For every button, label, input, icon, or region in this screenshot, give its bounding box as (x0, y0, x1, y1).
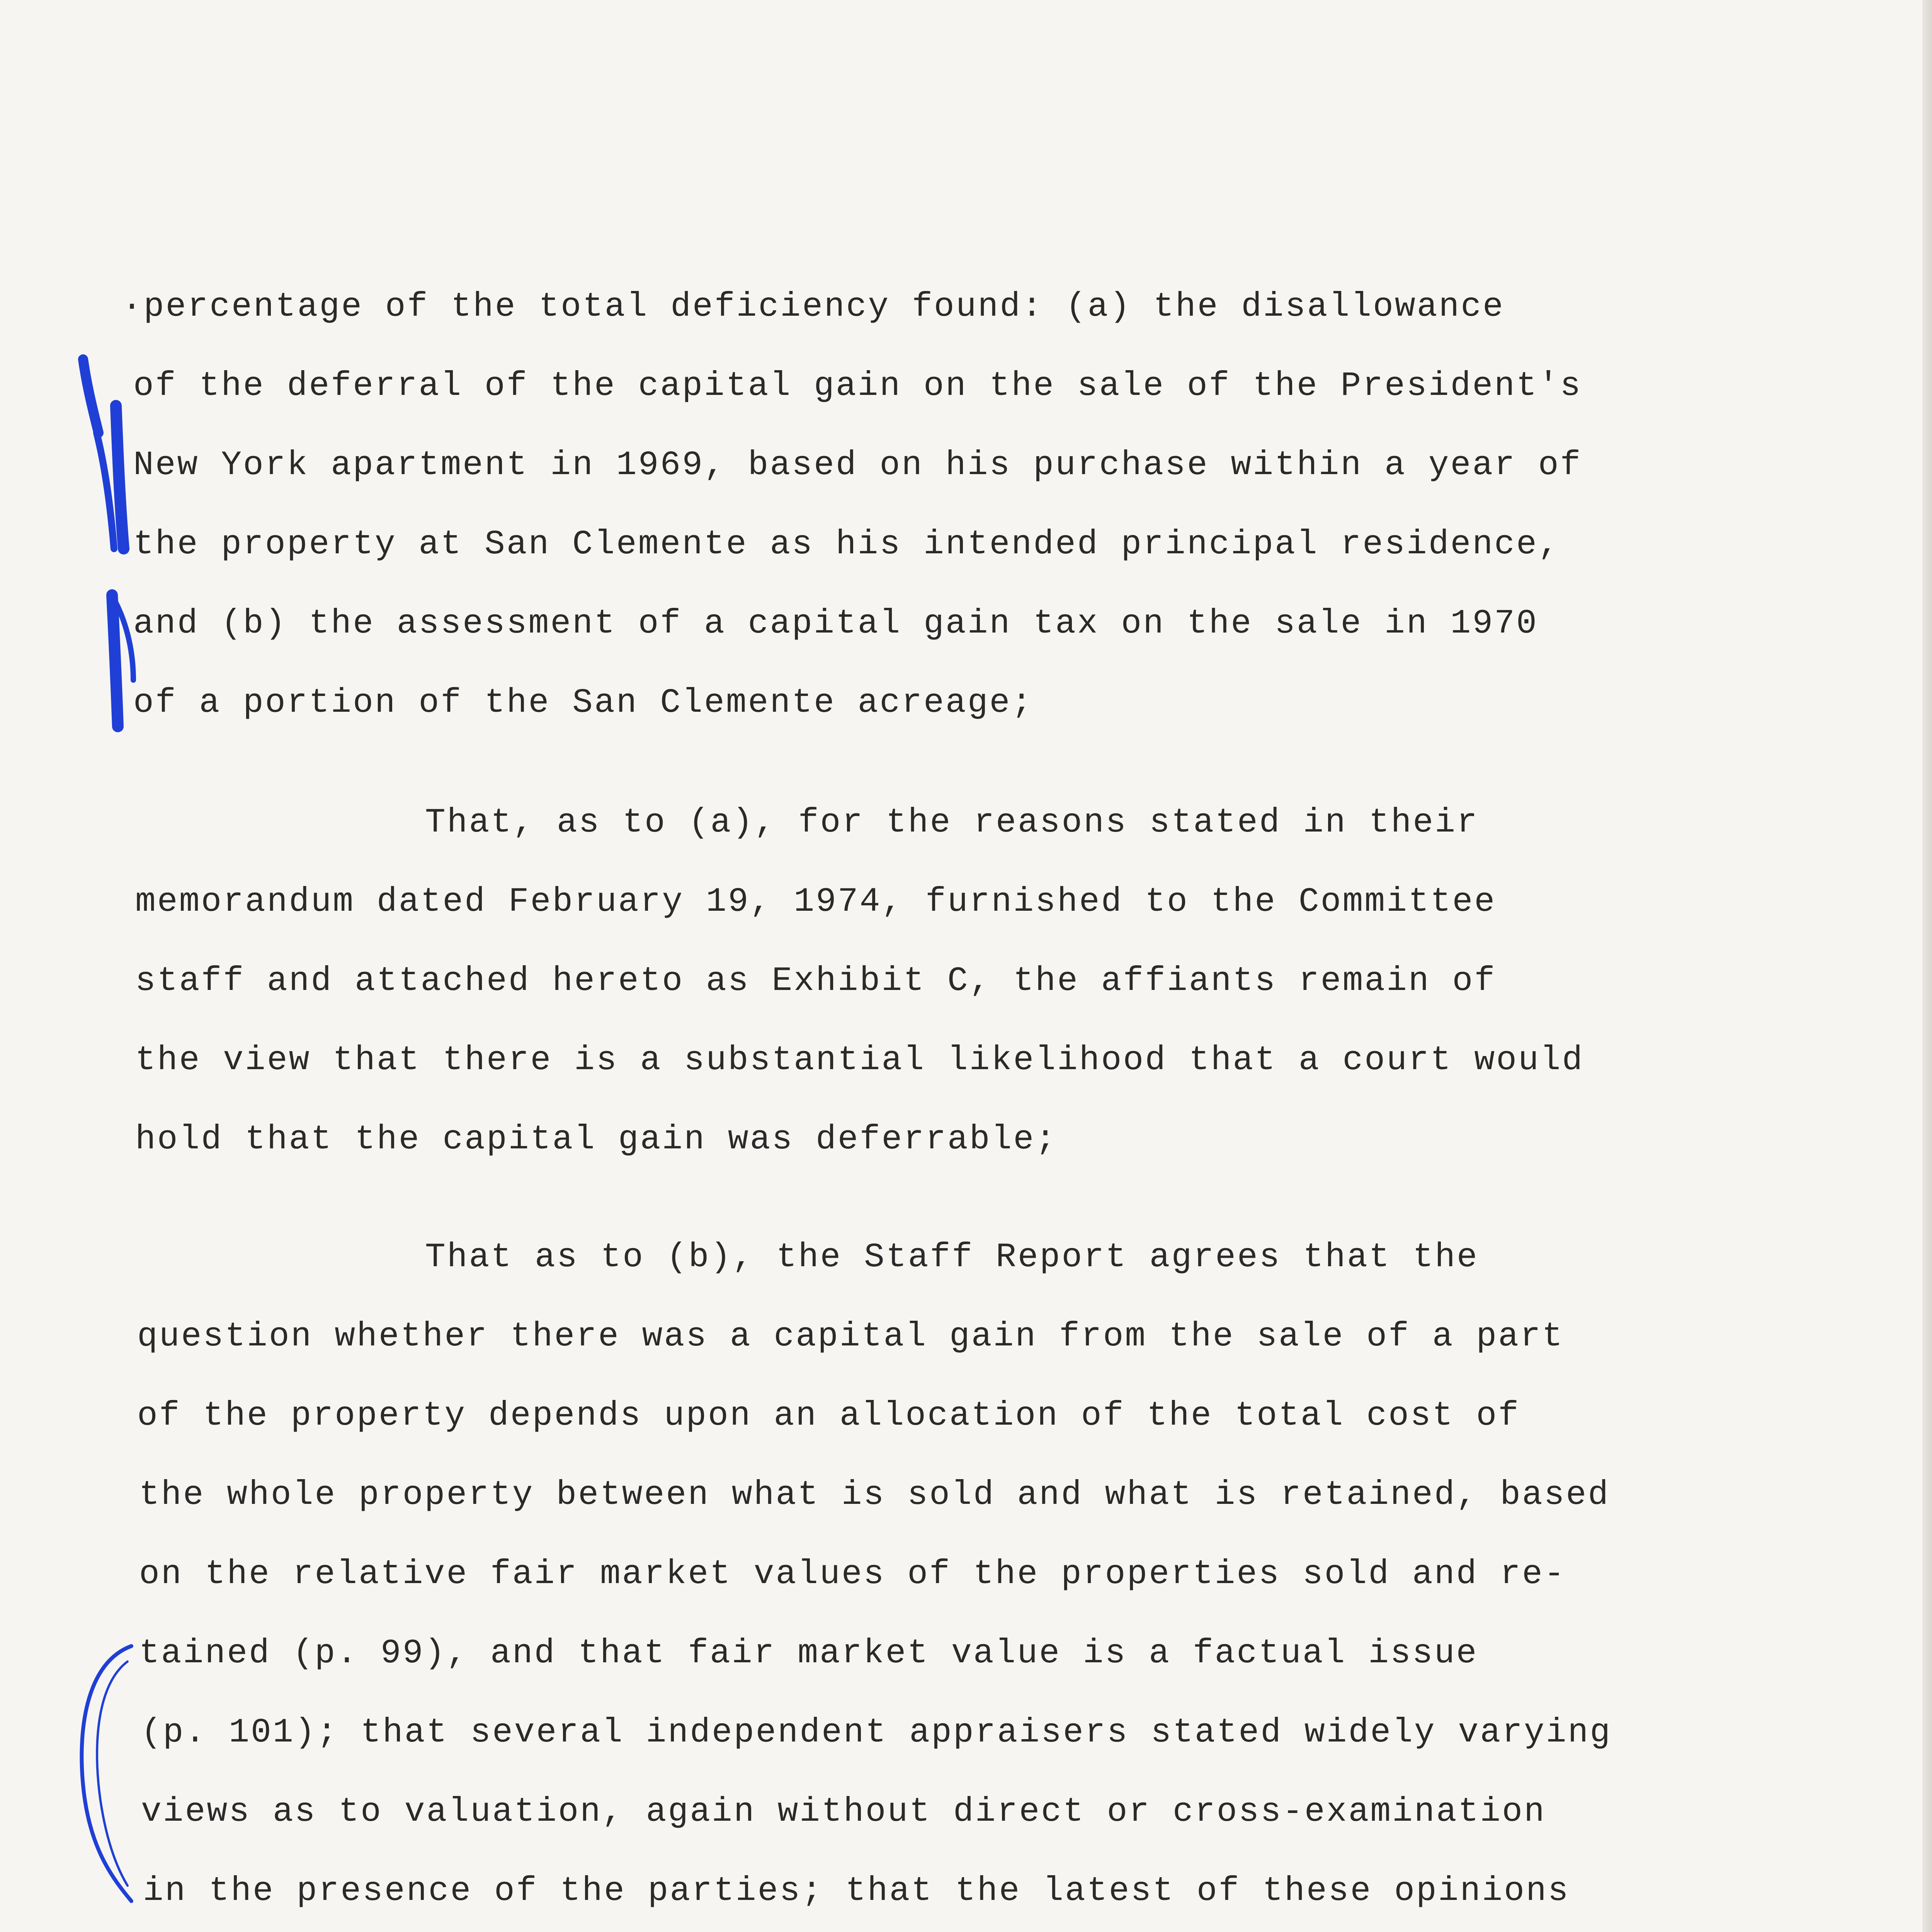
text-line: That, as to (a), for the reasons stated in their (425, 804, 1479, 842)
text-line: ·percentage of the total deficiency found: (a) the disallowance (122, 288, 1505, 326)
text-line: the property at San Clemente as his intended principal residence, (133, 526, 1560, 564)
text-line: in the presence of the parties; that the latest of these opinions (143, 1872, 1570, 1910)
text-line: That as to (b), the Staff Report agrees that the (425, 1238, 1479, 1277)
text-line: New York apartment in 1969, based on his purchase within a year of (133, 446, 1582, 485)
text-line: memorandum dated February 19, 1974, furnished to the Committee (135, 883, 1497, 921)
page-edge-shadow (1922, 0, 1932, 1932)
text-line: of a portion of the San Clemente acreage; (133, 684, 1034, 722)
text-line: (p. 101); that several independent appraisers stated widely varying (141, 1714, 1612, 1752)
text-line: views as to valuation, again without direct or cross-examination (141, 1793, 1546, 1831)
text-line: hold that the capital gain was deferrable; (135, 1121, 1057, 1159)
text-line: on the relative fair market values of the properties sold and re- (139, 1555, 1566, 1594)
text-line: staff and attached hereto as Exhibit C, the affiants remain of (135, 962, 1497, 1000)
text-line: of the property depends upon an allocation of the total cost of (137, 1397, 1520, 1435)
text-line: the whole property between what is sold and what is retained, based (139, 1476, 1610, 1514)
text-line: and (b) the assessment of a capital gain tax on the sale in 1970 (133, 605, 1538, 643)
text-line: question whether there was a capital gain from the sale of a part (137, 1318, 1564, 1356)
text-line: of the deferral of the capital gain on the sale of the President's (133, 367, 1582, 405)
text-line: tained (p. 99), and that fair market value is a factual issue (139, 1634, 1478, 1673)
text-line: the view that there is a substantial likelihood that a court would (135, 1041, 1584, 1080)
